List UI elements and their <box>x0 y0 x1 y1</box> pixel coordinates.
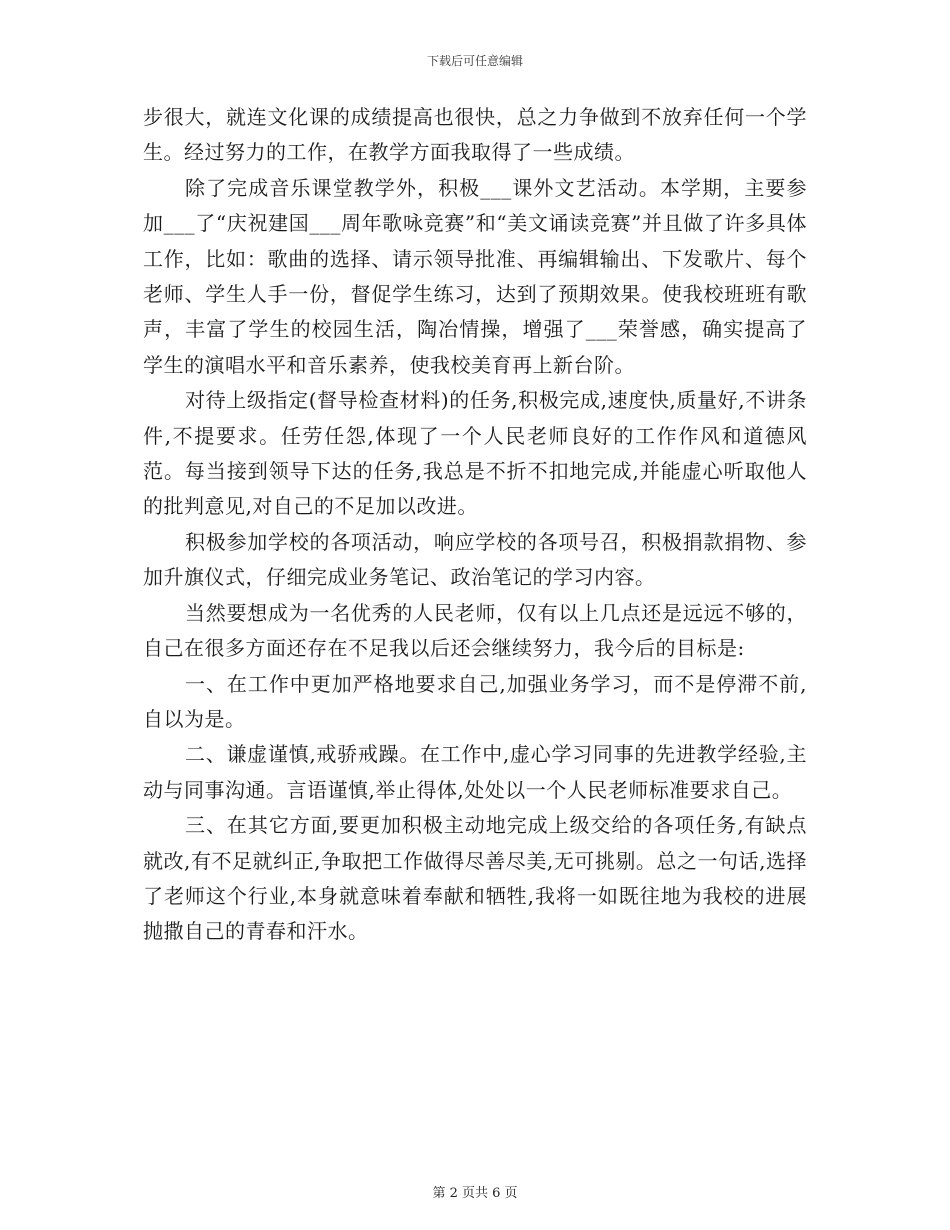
paragraph-5: 当然要想成为一名优秀的人民老师，仅有以上几点还是远远不够的，自己在很多方面还存在不足我以后还会继续努力，我今后的目标是: <box>143 600 807 661</box>
paragraph-7: 二、谦虚谨慎,戒骄戒躁。在工作中,虚心学习同事的先进教学经验,主动与同事沟通。言语谨慎,举止得体,处处以一个人民老师标准要求自己。 <box>143 742 807 802</box>
page-header <box>0 52 950 69</box>
paragraph-6: 一、在工作中更加严格地要求自己,加强业务学习，而不是停滞不前,自以为是。 <box>143 671 807 731</box>
page-footer <box>0 1182 950 1201</box>
header-text: 下载后可任意编辑 <box>426 54 523 68</box>
paragraph-4: 积极参加学校的各项活动，响应学校的各项号召，积极捐款捐物、参加升旗仪式，仔细完成业务笔记、政治笔记的学习内容。 <box>143 529 807 590</box>
document-body <box>143 100 807 950</box>
paragraph-1: 步很大，就连文化课的成绩提高也很快，总之力争做到不放弃任何一个学生。经过努力的工作，在教学方面我取得了一些成绩。 <box>143 105 807 165</box>
paragraph-2: 除了完成音乐课堂教学外，积极___课外文艺活动。本学期，主要参加___了“庆祝建国___周年歌咏竞赛”和“美文诵读竞赛”并且做了许多具体工作，比如：歌曲的选择、请示领导批准、再编辑输出、下发歌片、每个老师、学生人手一份，督促学生练习，达到了预期效果。使我校班班有歌声，丰富了学生的校园生活，陶冶情操，增强了___荣誉感，确实提高了学生的演唱水平和音乐素养，使我校美育再上新台阶。 <box>143 175 807 377</box>
paragraph-8: 三、在其它方面,要更加积极主动地完成上级交给的各项任务,有缺点就改,有不足就纠正,争取把工作做得尽善尽美,无可挑剔。总之一句话,选择了老师这个行业,本身就意味着奉献和牺牲,我将一如既往地为我校的进展抛撒自己的青春和汗水。 <box>143 813 807 944</box>
paragraph-3: 对待上级指定(督导检查材料)的任务,积极完成,速度快,质量好,不讲条件,不提要求。任劳任怨,体现了一个人民老师良好的工作作风和道德风范。每当接到领导下达的任务,我总是不折不扣地完成,并能虚心听取他人的批判意见,对自己的不足加以改进。 <box>143 388 807 519</box>
page-number: 第 2 页共 6 页 <box>432 1186 518 1201</box>
